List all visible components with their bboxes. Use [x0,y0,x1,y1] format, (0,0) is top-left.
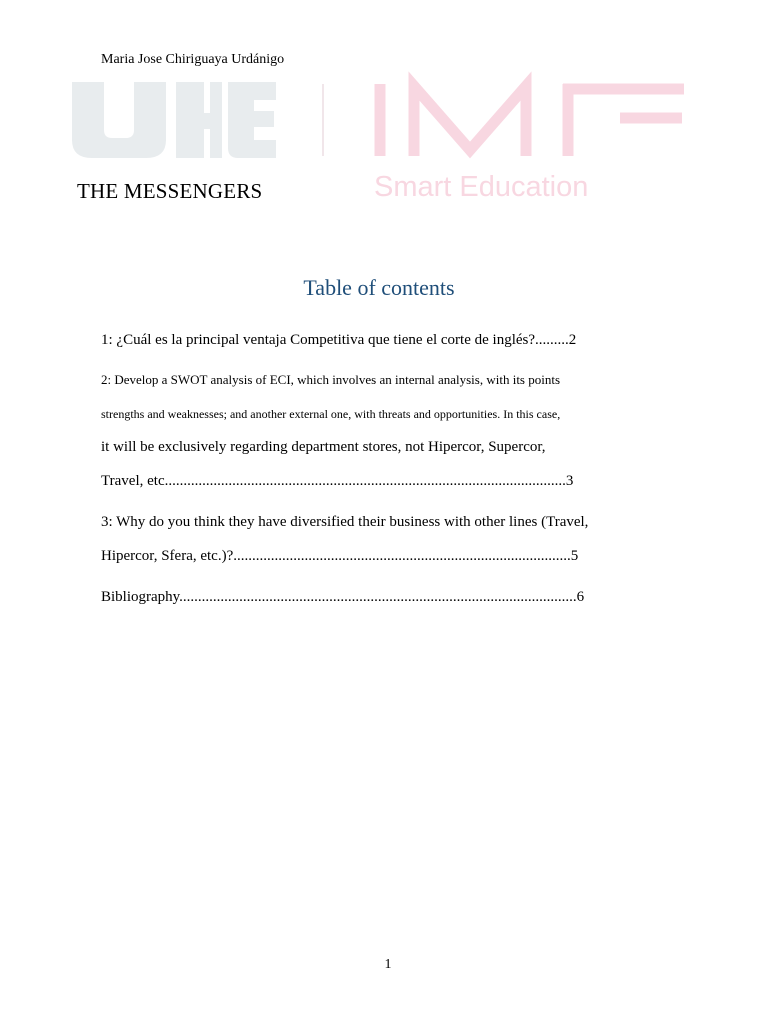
toc-heading: Table of contents [303,275,455,300]
toc-entry-1[interactable]: 1: ¿Cuál es la principal ventaja Competitiva que tiene el corte de inglés?.........2 [101,332,577,348]
document-title: THE MESSENGERS [77,179,263,203]
logo-divider [322,84,324,156]
imf-logo [380,84,684,156]
toc-entry-2-line-3[interactable]: it will be exclusively regarding department stores, not Hipercor, Supercor, [101,439,546,455]
toc-entry-2-line-4[interactable]: Travel, etc...........................................................................................................3 [101,473,574,489]
imf-tagline: Smart Education [374,171,589,203]
toc-entry-3-line-1[interactable]: 3: Why do you think they have diversified their business with other lines (Travel, [101,514,589,530]
toc-entry-2-line-2[interactable]: strengths and weaknesses; and another external one, with threats and opportunities. In this case, [101,407,561,421]
uhe-logo [72,82,276,158]
toc-entry-3-line-2[interactable]: Hipercor, Sfera, etc.)?..........................................................................................5 [101,548,579,564]
author-name: Maria Jose Chiriguaya Urdánigo [101,52,285,67]
page-number: 1 [384,957,392,972]
toc-entry-2-line-1[interactable]: 2: Develop a SWOT analysis of ECI, which involves an internal analysis, with its points [101,372,561,387]
toc-entry-bibliography[interactable]: Bibliography..........................................................................................................6 [101,589,585,605]
